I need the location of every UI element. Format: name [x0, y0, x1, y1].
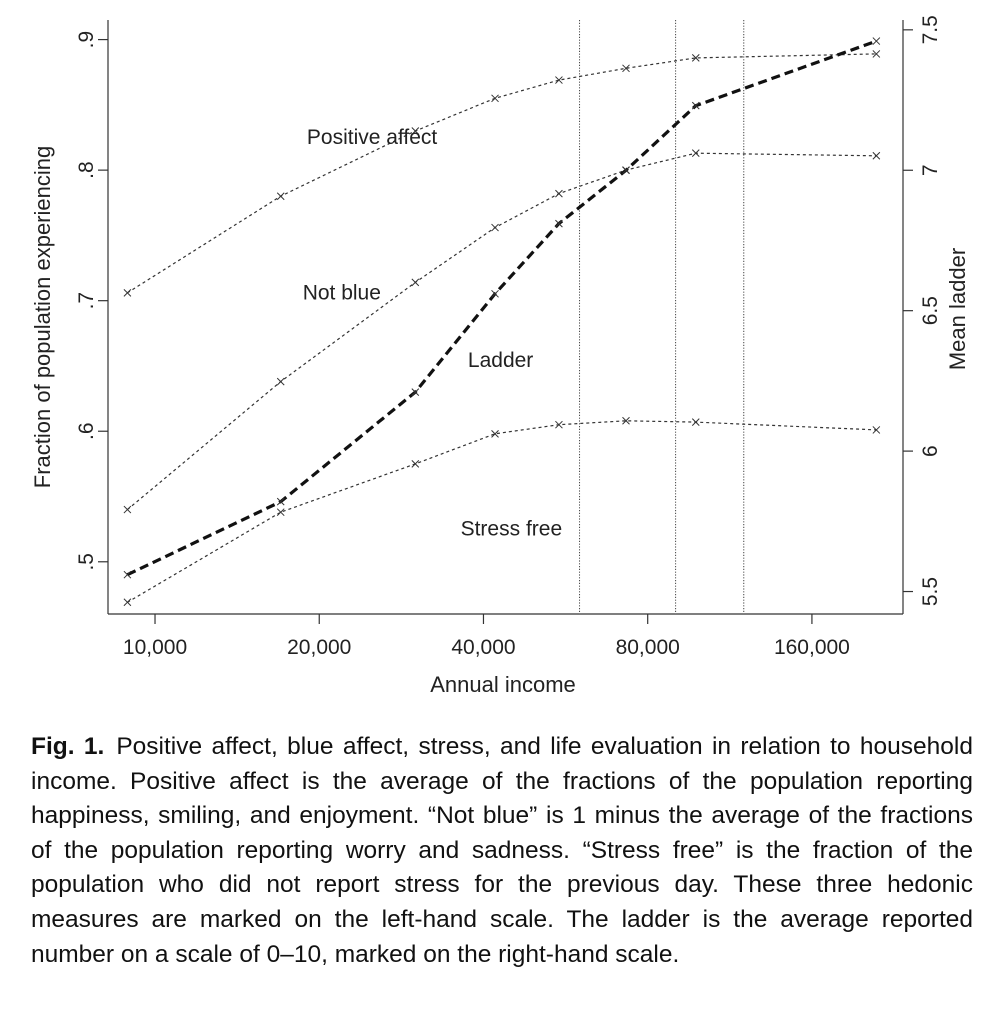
left-tick-label-3: .8: [75, 161, 98, 179]
not-blue-line: [127, 153, 876, 509]
not-blue-point-7: [873, 152, 880, 159]
left-tick-label-2: .7: [75, 291, 98, 310]
stress-free-line: [127, 421, 876, 603]
right-tick-label-0: 5.5: [919, 576, 942, 607]
x-tick-label-3: 80,000: [615, 636, 680, 659]
not-blue-label: Not blue: [302, 281, 381, 305]
caption-text: Positive affect, blue affect, stress, and life evaluation in relation to household income. Positive affect is the average of the fractions of the population reporting happiness, smiling, and enjoyment. “Not blue” is 1 minus the average of the fractions of the population reporting worry and sadness. “Stress free” is the fraction of the population who did not report stress for the previous day. These three hedonic measures are marked on the left-hand scale. The ladder is the average reported number on a scale of 0–10, marked on the right-hand scale.: [31, 733, 973, 968]
reference-vertical-lines: [580, 20, 744, 614]
ladder-line: [127, 41, 876, 575]
stress-free-point-6: [692, 419, 699, 426]
caption-figure-label: Fig. 1.: [31, 733, 105, 760]
positive-affect-point-1: [277, 193, 284, 200]
left-tick-label-1: .6: [75, 422, 98, 440]
stress-free-point-7: [873, 426, 880, 433]
stress-free-point-0: [124, 599, 131, 606]
right-tick-label-4: 7.5: [919, 15, 942, 45]
left-tick-label-4: .9: [75, 30, 98, 49]
not-blue-point-0: [124, 506, 131, 513]
x-tick-label-1: 20,000: [287, 636, 352, 659]
not-blue-point-3: [492, 224, 499, 231]
positive-affect-point-0: [124, 289, 131, 296]
x-axis-title: Annual income: [430, 672, 576, 697]
x-tick-label-0: 10,000: [122, 636, 188, 659]
right-tick-label-1: 6: [919, 445, 942, 457]
right-tick-label-2: 6.5: [919, 296, 942, 326]
x-tick-label-2: 40,000: [451, 636, 516, 659]
not-blue-point-4: [555, 190, 562, 197]
x-axis-ticks: [123, 614, 850, 659]
x-tick-label-4: 160,000: [773, 636, 850, 659]
left-axis-title: Fraction of population experiencing: [30, 145, 55, 489]
figure-caption: [31, 730, 973, 972]
left-axis-ticks: [75, 31, 108, 571]
not-blue-point-1: [277, 378, 284, 385]
series-labels: [303, 126, 562, 541]
stress-free-point-2: [412, 460, 419, 467]
right-axis-ticks: [903, 15, 942, 606]
ladder-label: Ladder: [467, 348, 534, 372]
positive-affect-line: [127, 54, 876, 293]
ladder-point-7: [873, 38, 880, 45]
positive-affect-label: Positive affect: [306, 126, 438, 150]
positive-affect-point-3: [492, 95, 499, 102]
not-blue-point-2: [412, 279, 419, 286]
right-tick-label-3: 7: [919, 164, 942, 177]
positive-affect-point-4: [555, 77, 562, 84]
stress-free-point-1: [277, 509, 284, 516]
left-tick-label-0: .5: [75, 553, 98, 571]
stress-free-label: Stress free: [460, 517, 563, 541]
not-blue-point-6: [692, 150, 699, 157]
right-axis-title: Mean ladder: [945, 247, 970, 371]
